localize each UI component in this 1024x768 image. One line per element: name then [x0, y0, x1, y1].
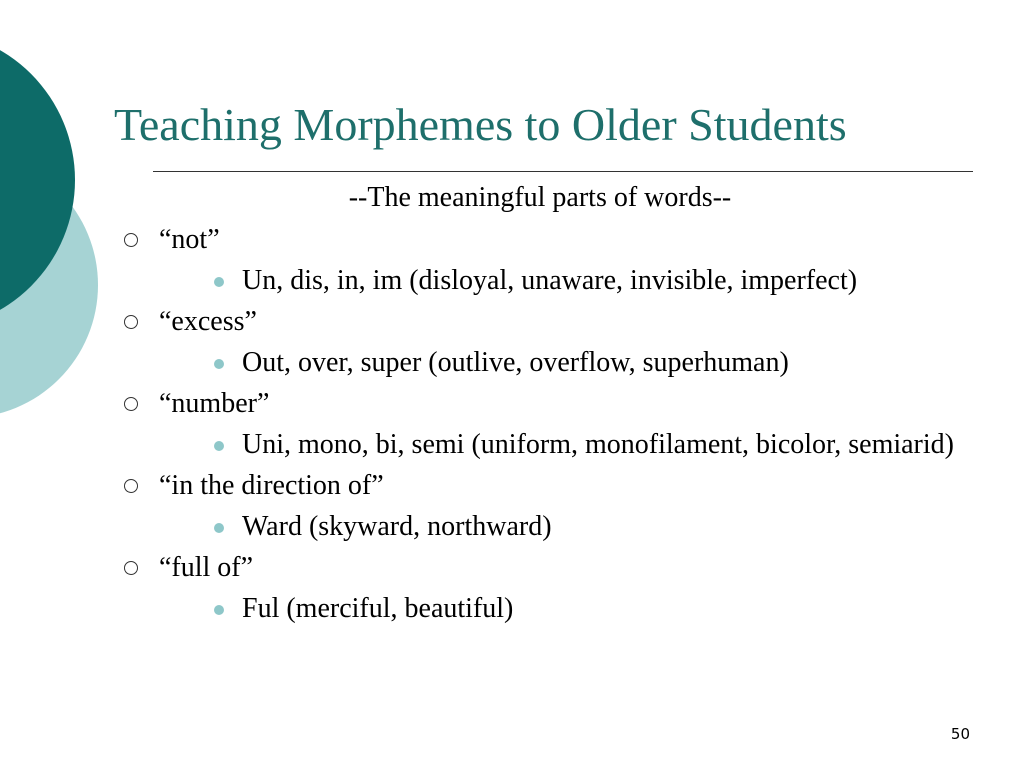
circle-bullet-icon — [124, 397, 138, 411]
circle-bullet-icon — [124, 561, 138, 575]
title-divider — [153, 171, 973, 172]
sub-bullet-item — [206, 265, 1002, 297]
bullet-item — [122, 552, 982, 625]
bullet-label: “excess” — [159, 306, 257, 337]
slide-title: Teaching Morphemes to Older Students — [114, 99, 847, 150]
slide-subtitle: --The meaningful parts of words-- — [348, 182, 732, 213]
decorative-circles — [0, 0, 110, 420]
sub-bullet-item — [206, 429, 1002, 461]
dot-bullet-icon — [214, 359, 224, 369]
bullet-item — [122, 306, 982, 379]
sub-bullet-item — [206, 347, 1002, 379]
sub-bullet-item — [206, 511, 1002, 543]
bullet-label: “in the direction of” — [159, 470, 384, 501]
bullet-item — [122, 224, 982, 297]
sub-bullet-text: Uni, mono, bi, semi (uniform, monofilament, bicolor, semiarid) — [242, 429, 954, 460]
dot-bullet-icon — [214, 441, 224, 451]
bullet-item — [122, 388, 982, 461]
bullet-label: “number” — [159, 388, 270, 419]
bullet-list — [122, 224, 982, 625]
bullet-label: “not” — [159, 224, 220, 255]
circle-bullet-icon — [124, 479, 138, 493]
dot-bullet-icon — [214, 277, 224, 287]
bullet-label: “full of” — [159, 552, 254, 583]
dot-bullet-icon — [214, 523, 224, 533]
sub-bullet-text: Un, dis, in, im (disloyal, unaware, invisible, imperfect) — [242, 265, 858, 296]
page-number: 50 — [950, 725, 970, 743]
sub-bullet-item — [206, 593, 1002, 625]
sub-bullet-text: Ful (merciful, beautiful) — [242, 593, 514, 624]
sub-bullet-text: Out, over, super (outlive, overflow, superhuman) — [242, 347, 789, 378]
circle-bullet-icon — [124, 233, 138, 247]
circle-bullet-icon — [124, 315, 138, 329]
sub-bullet-text: Ward (skyward, northward) — [242, 511, 552, 542]
dot-bullet-icon — [214, 605, 224, 615]
bullet-item — [122, 470, 982, 543]
